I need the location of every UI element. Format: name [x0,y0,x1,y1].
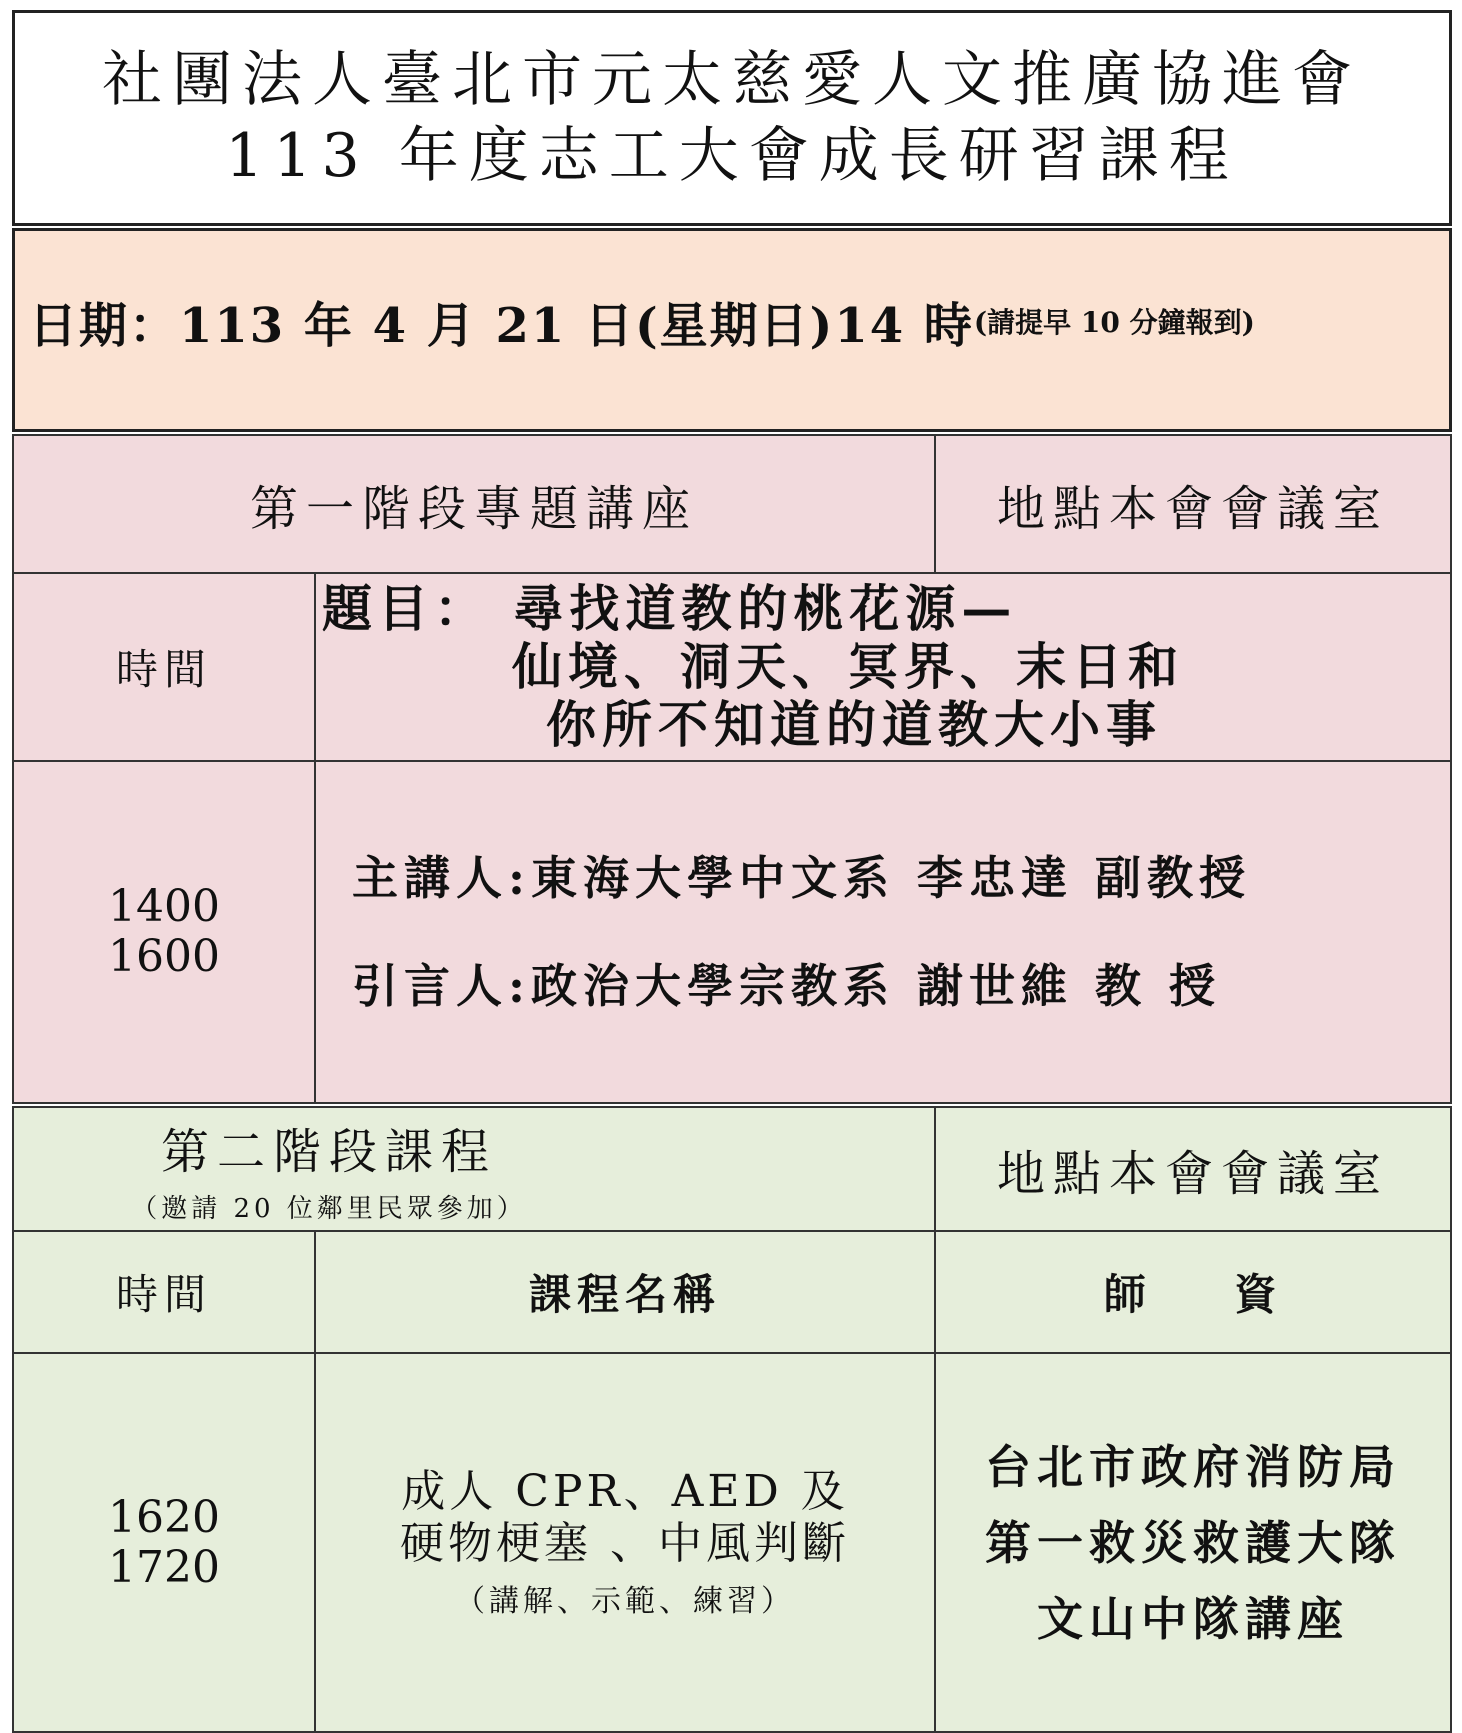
stage1-location: 地點本會會議室 [996,480,1389,537]
teacher-line-3: 文山中隊講座 [1037,1591,1349,1646]
event-title: 113 年度志工大會成長研習課程 [225,121,1239,191]
stage1-title-cell [12,434,936,574]
stage2-col-teacher-cell [934,1230,1452,1354]
stage2-time-range [108,1493,220,1593]
topic-line-1: 題目： 尋找道教的桃花源— [322,579,1018,638]
stage2-teacher-cell [934,1352,1452,1733]
host-speaker: 引言人:政治大學宗教系 謝世維 教 授 [352,959,1222,1013]
teacher-line-2: 第一救災救護大隊 [985,1515,1401,1570]
course-line-2: 硬物梗塞 、中風判斷 [400,1517,850,1569]
stage1-time-end: 1600 [108,931,220,982]
stage1-time-label: 時間 [115,645,212,694]
schedule-document [12,10,1452,1733]
stage1-speaker-cell [314,760,1452,1104]
stage1-topic-cell [314,572,1452,762]
stage1-time-label-cell [12,572,316,762]
main-speaker: 主講人:東海大學中文系 李忠達 副教授 [352,851,1252,905]
stage2-location: 地點本會會議室 [996,1145,1389,1202]
stage1-time-range [108,882,220,982]
stage2-subtitle: （邀請 20 位鄰里民眾參加） [131,1194,527,1224]
arrival-note: (請提早 10 分鐘報到) [973,306,1255,339]
stage2-time-end: 1720 [108,1541,220,1593]
topic-line-2: 仙境、洞天、冥界、末日和 [512,637,1184,696]
stage2-col-teacher: 師 資 [1103,1270,1283,1319]
organization-title: 社團法人臺北市元太慈愛人文推廣協進會 [102,45,1362,115]
stage2-location-cell [934,1106,1452,1232]
stage2-col-time: 時間 [115,1270,212,1319]
stage2-time-start: 1620 [108,1491,220,1543]
stage1-time-cell [12,760,316,1104]
document-title-box [12,10,1452,226]
stage2-course-cell [314,1352,936,1733]
stage2-time-cell [12,1352,316,1733]
stage1-location-cell [934,434,1452,574]
stage2-title: 第二階段課程 [160,1124,497,1180]
topic-line-3: 你所不知道的道教大小事 [546,695,1162,754]
course-note: （講解、示範、練習） [455,1583,795,1619]
stage2-col-course: 課程名稱 [528,1270,721,1319]
stage1-time-start: 1400 [108,881,220,932]
stage2-col-course-cell [314,1230,936,1354]
teacher-line-1: 台北市政府消防局 [985,1439,1401,1494]
stage2-title-cell [12,1106,936,1232]
stage2-col-time-cell [12,1230,316,1354]
date-box [12,228,1452,432]
stage1-title: 第一階段專題講座 [249,480,698,537]
course-line-1: 成人 CPR、AED 及 [401,1465,849,1517]
event-date: 日期：113 年 4 月 21 日(星期日)14 時 [29,297,974,354]
